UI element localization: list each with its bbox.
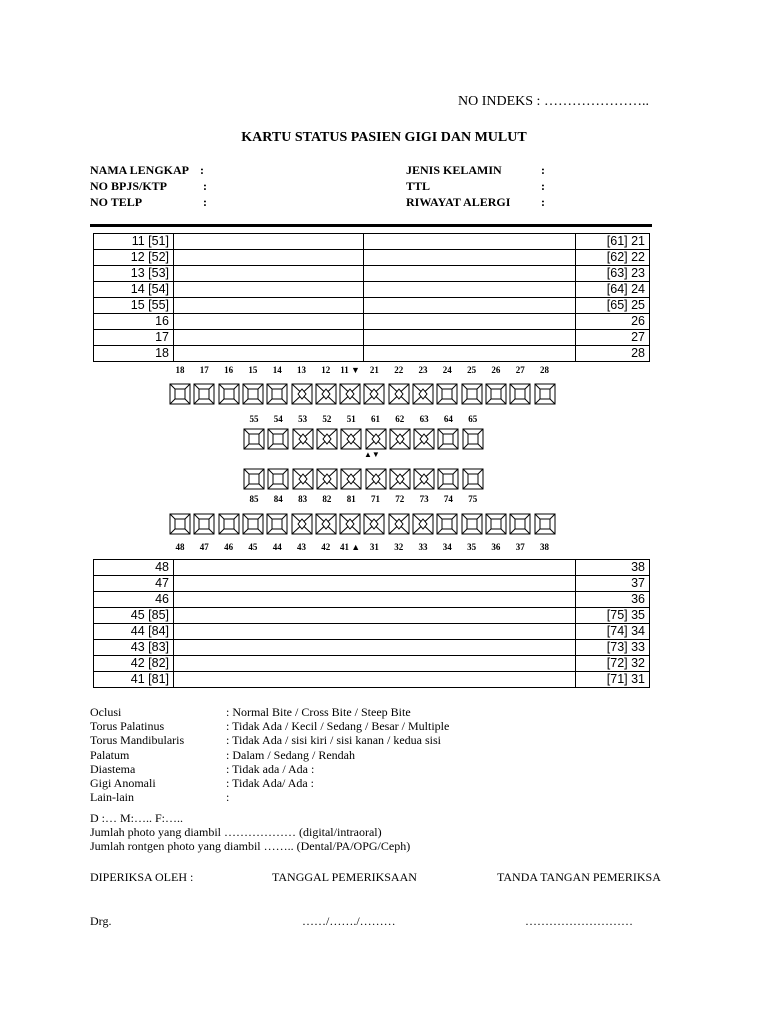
tooth-diagram[interactable] (292, 468, 314, 490)
page-title: KARTU STATUS PASIEN GIGI DAN MULUT (241, 130, 527, 145)
tooth-number-label: 72 (395, 494, 405, 504)
upper-table-row (94, 298, 650, 314)
tooth-diagram-icon[interactable] (436, 383, 458, 405)
tooth-right-label: 26 (576, 314, 650, 330)
tooth-diagram-icon[interactable] (315, 513, 337, 535)
no-indeks-field: NO INDEKS : ………………….. (458, 94, 649, 109)
tooth-diagram-icon[interactable] (218, 513, 240, 535)
tooth-diagram-icon[interactable] (218, 383, 240, 405)
tooth-number-label: 47 (199, 542, 209, 552)
tooth-right-label: 28 (576, 346, 650, 362)
tooth-number-label: 71 (371, 494, 380, 504)
tooth-diagram-icon[interactable] (316, 428, 338, 450)
tooth-diagram-icon[interactable] (242, 383, 264, 405)
tooth-diagram-icon[interactable] (291, 513, 313, 535)
exam-label: Palatum (90, 747, 130, 762)
tooth-right-label: [71] 31 (576, 672, 650, 688)
tooth-diagram-icon[interactable] (388, 383, 410, 405)
tooth-number-label: 12 (321, 365, 331, 375)
tanda-tangan-label: TANDA TANGAN PEMERIKSA (497, 870, 661, 884)
tooth-number-label: 22 (394, 365, 404, 375)
tooth-diagram-icon[interactable] (412, 513, 434, 535)
tooth-diagram[interactable] (437, 468, 459, 490)
tooth-number-label: 36 (491, 542, 501, 552)
upper-table-row (94, 266, 650, 282)
tooth-right-label: 27 (576, 330, 650, 346)
tooth-diagram[interactable] (266, 513, 288, 535)
tooth-diagram[interactable] (462, 428, 484, 450)
tooth-number-label: 17 (199, 365, 209, 375)
tooth-diagram[interactable] (315, 383, 337, 405)
tooth-right-label: 37 (576, 576, 650, 592)
tooth-number-label: 52 (322, 414, 332, 424)
lower-table-row (94, 608, 650, 624)
tooth-diagram-icon[interactable] (461, 513, 483, 535)
tooth-diagram[interactable] (365, 468, 387, 490)
tooth-diagram-icon[interactable] (413, 468, 435, 490)
tooth-diagram-icon[interactable] (363, 383, 385, 405)
tooth-diagram-icon[interactable] (340, 468, 362, 490)
riwayat-alergi-label: RIWAYAT ALERGI (406, 195, 511, 209)
tooth-diagram[interactable] (169, 383, 191, 405)
tooth-diagram-icon[interactable] (509, 513, 531, 535)
jenis-kelamin-colon: : (541, 163, 545, 177)
tooth-diagram[interactable] (412, 383, 434, 405)
tooth-right-label: 36 (576, 592, 650, 608)
tooth-left-label: 45 [85] (94, 608, 174, 624)
tooth-diagram[interactable] (169, 513, 191, 535)
tooth-diagram[interactable] (291, 383, 313, 405)
diperiksa-oleh-label: DIPERIKSA OLEH : (90, 870, 194, 884)
upper-teeth-table (93, 233, 650, 362)
tooth-diagram-icon[interactable] (267, 468, 289, 490)
tooth-diagram-icon[interactable] (534, 383, 556, 405)
tooth-number-label: 45 (248, 542, 258, 552)
tooth-diagram[interactable] (436, 383, 458, 405)
tooth-number-label: 24 (442, 365, 452, 375)
tooth-number-label: 27 (515, 365, 525, 375)
midline-divider-icon: ▲▼ (364, 450, 380, 459)
exam-value: : Tidak ada / Ada : (226, 761, 315, 776)
tooth-note-cell[interactable] (364, 266, 576, 282)
tooth-diagram-icon[interactable] (534, 513, 556, 535)
tooth-left-label: 12 [52] (94, 250, 174, 266)
tooth-number-label: 11 ▼ (340, 365, 360, 375)
no-bpjs-colon: : (203, 179, 207, 193)
tooth-note-cell[interactable] (174, 346, 364, 362)
tooth-diagram[interactable] (218, 383, 240, 405)
tooth-diagram-icon[interactable] (193, 383, 215, 405)
tooth-right-label: [73] 33 (576, 640, 650, 656)
tooth-number-label: 26 (491, 365, 501, 375)
tooth-left-label: 48 (94, 560, 174, 576)
tooth-right-label: [63] 23 (576, 266, 650, 282)
tooth-note-cell[interactable] (174, 266, 364, 282)
exam-value: : Tidak Ada / Kecil / Sedang / Besar / Multiple (226, 719, 450, 734)
tooth-note-cell[interactable] (174, 672, 576, 688)
tooth-diagram[interactable] (292, 428, 314, 450)
tooth-number-label: 53 (298, 414, 308, 424)
tooth-note-cell[interactable] (364, 282, 576, 298)
tooth-right-label: [75] 35 (576, 608, 650, 624)
tooth-diagram[interactable] (365, 428, 387, 450)
tooth-note-cell[interactable] (364, 346, 576, 362)
exam-label: Oclusi (90, 705, 122, 719)
tooth-diagram[interactable] (363, 513, 385, 535)
tooth-right-label: [72] 32 (576, 656, 650, 672)
tooth-diagram[interactable] (413, 428, 435, 450)
tooth-diagram[interactable] (461, 513, 483, 535)
tooth-right-label: [65] 25 (576, 298, 650, 314)
dmf-line: D :… M:….. F:….. (90, 811, 184, 825)
exam-value: : Tidak Ada/ Ada : (226, 776, 315, 790)
tooth-number-label: 75 (468, 494, 478, 504)
tooth-number-label: 43 (297, 542, 306, 552)
tooth-diagram-icon[interactable] (339, 383, 361, 405)
tooth-diagram-icon[interactable] (169, 513, 191, 535)
upper-table-row (94, 314, 650, 330)
tooth-diagram-icon[interactable] (315, 383, 337, 405)
tooth-diagram[interactable] (389, 468, 411, 490)
tooth-diagram[interactable] (340, 468, 362, 490)
tooth-number-label: 13 (297, 365, 306, 375)
tooth-number-label: 32 (394, 542, 404, 552)
exam-label: Torus Mandibularis (90, 733, 185, 748)
lower-table-row (94, 560, 650, 576)
tooth-number-label: 28 (540, 365, 549, 375)
tooth-diagram[interactable] (413, 468, 435, 490)
tooth-diagram-icon[interactable] (412, 383, 434, 405)
exam-label: Torus Palatinus (90, 719, 165, 734)
tooth-diagram[interactable] (267, 468, 289, 490)
tooth-diagram-icon[interactable] (365, 468, 387, 490)
tooth-diagram-icon[interactable] (243, 468, 265, 490)
tooth-note-cell[interactable] (364, 250, 576, 266)
tooth-diagram[interactable] (267, 428, 289, 450)
exam-label: Gigi Anomali (90, 776, 156, 790)
tooth-diagram[interactable] (461, 383, 483, 405)
tooth-note-cell[interactable] (174, 282, 364, 298)
upper-table-row (94, 346, 650, 362)
lower-table-row (94, 592, 650, 608)
tooth-note-cell[interactable] (174, 250, 364, 266)
riwayat-alergi-colon: : (541, 195, 545, 209)
tooth-number-label: 23 (418, 365, 428, 375)
lower-table-row (94, 624, 650, 640)
tooth-diagram-icon[interactable] (243, 428, 265, 450)
tooth-diagram-icon[interactable] (462, 468, 484, 490)
tooth-diagram-icon[interactable] (485, 383, 507, 405)
tooth-number-label: 15 (248, 365, 258, 375)
tooth-diagram[interactable] (437, 428, 459, 450)
tooth-left-label: 41 [81] (94, 672, 174, 688)
tooth-diagram-icon[interactable] (485, 513, 507, 535)
nama-lengkap-label: NAMA LENGKAP (90, 163, 189, 177)
tooth-note-cell[interactable] (174, 656, 576, 672)
tooth-diagram[interactable] (388, 513, 410, 535)
tooth-note-cell[interactable] (174, 234, 364, 250)
tooth-diagram[interactable] (534, 513, 556, 535)
tooth-diagram[interactable] (534, 383, 556, 405)
upper-table-row (94, 330, 650, 346)
tooth-number-label: 21 (369, 365, 379, 375)
tooth-right-label: [62] 22 (576, 250, 650, 266)
signature-blank: ……………………… (525, 914, 633, 928)
tooth-left-label: 17 (94, 330, 174, 346)
tooth-diagram-icon[interactable] (292, 468, 314, 490)
tooth-diagram[interactable] (316, 468, 338, 490)
tooth-left-label: 44 [84] (94, 624, 174, 640)
tooth-number-label: 74 (443, 494, 453, 504)
tooth-note-cell[interactable] (174, 560, 576, 576)
tooth-diagram-icon[interactable] (389, 468, 411, 490)
tooth-diagram[interactable] (340, 428, 362, 450)
tooth-number-label: 18 (175, 365, 185, 375)
tooth-note-cell[interactable] (174, 608, 576, 624)
upper-table-row (94, 234, 650, 250)
tooth-left-label: 18 (94, 346, 174, 362)
tooth-diagram[interactable] (339, 513, 361, 535)
tooth-number-label: 34 (442, 542, 452, 552)
tooth-diagram-icon[interactable] (242, 513, 264, 535)
tooth-number-label: 33 (418, 542, 428, 552)
exam-value: : Normal Bite / Cross Bite / Steep Bite (226, 705, 411, 719)
tooth-diagram-icon[interactable] (436, 513, 458, 535)
tooth-note-cell[interactable] (364, 234, 576, 250)
tooth-note-cell[interactable] (174, 640, 576, 656)
tooth-diagram-icon[interactable] (437, 428, 459, 450)
tooth-number-label: 25 (467, 365, 477, 375)
ttl-label: TTL (406, 179, 431, 193)
tooth-number-label: 61 (371, 414, 380, 424)
tooth-diagram[interactable] (462, 468, 484, 490)
tooth-diagram[interactable] (242, 513, 264, 535)
tooth-right-label: [61] 21 (576, 234, 650, 250)
tooth-left-label: 43 [83] (94, 640, 174, 656)
tooth-diagram-icon[interactable] (339, 513, 361, 535)
tooth-left-label: 11 [51] (94, 234, 174, 250)
tooth-left-label: 47 (94, 576, 174, 592)
tooth-diagram[interactable] (339, 383, 361, 405)
tooth-number-label: 42 (321, 542, 331, 552)
tooth-note-cell[interactable] (174, 298, 364, 314)
tooth-left-label: 46 (94, 592, 174, 608)
tooth-note-cell[interactable] (174, 330, 364, 346)
exam-value: : Dalam / Sedang / Rendah (226, 747, 355, 762)
tooth-note-cell[interactable] (174, 624, 576, 640)
lower-table-row (94, 672, 650, 688)
tooth-diagram-icon[interactable] (388, 513, 410, 535)
tooth-number-label: 54 (273, 414, 283, 424)
upper-table-row (94, 282, 650, 298)
exam-value: : (226, 790, 230, 805)
tooth-diagram-icon[interactable] (363, 513, 385, 535)
tooth-number-label: 35 (467, 542, 477, 552)
tooth-diagram-icon[interactable] (266, 383, 288, 405)
tooth-number-label: 16 (224, 365, 234, 375)
no-bpjs-label: NO BPJS/KTP (90, 179, 168, 193)
tooth-diagram[interactable] (485, 513, 507, 535)
no-telp-label: NO TELP (90, 195, 143, 209)
tooth-note-cell[interactable] (364, 298, 576, 314)
tooth-diagram-icon[interactable] (169, 383, 191, 405)
tooth-left-label: 14 [54] (94, 282, 174, 298)
jenis-kelamin-label: JENIS KELAMIN (406, 163, 502, 177)
drg-label: Drg. (90, 914, 112, 928)
tooth-number-label: 62 (395, 414, 405, 424)
tooth-diagram-icon[interactable] (461, 383, 483, 405)
tooth-number-label: 65 (468, 414, 478, 424)
tooth-diagram[interactable] (266, 383, 288, 405)
tooth-diagram[interactable] (485, 383, 507, 405)
tooth-diagram[interactable] (315, 513, 337, 535)
tanggal-pemeriksaan-label: TANGGAL PEMERIKSAAN (272, 870, 417, 884)
tooth-right-label: 38 (576, 560, 650, 576)
tooth-number-label: 55 (249, 414, 259, 424)
tooth-number-label: 37 (515, 542, 525, 552)
tooth-diagram-icon[interactable] (389, 428, 411, 450)
date-blank: ……/……./……… (302, 914, 396, 928)
tooth-diagram[interactable] (316, 428, 338, 450)
lower-table-row (94, 656, 650, 672)
tooth-note-cell[interactable] (174, 592, 576, 608)
tooth-diagram[interactable] (218, 513, 240, 535)
tooth-diagram[interactable] (412, 513, 434, 535)
tooth-diagram[interactable] (193, 383, 215, 405)
tooth-left-label: 16 (94, 314, 174, 330)
tooth-diagram-icon[interactable] (267, 428, 289, 450)
lower-table-row (94, 576, 650, 592)
tooth-number-label: 14 (272, 365, 282, 375)
tooth-diagram[interactable] (243, 428, 265, 450)
tooth-number-label: 46 (224, 542, 234, 552)
tooth-note-cell[interactable] (174, 576, 576, 592)
tooth-number-label: 73 (419, 494, 429, 504)
nama-lengkap-colon: : (200, 163, 204, 177)
tooth-number-label: 41 ▲ (340, 542, 361, 552)
tooth-number-label: 31 (369, 542, 379, 552)
tooth-number-label: 48 (175, 542, 185, 552)
tooth-diagram-icon[interactable] (365, 428, 387, 450)
ttl-colon: : (541, 179, 545, 193)
tooth-diagram-icon[interactable] (266, 513, 288, 535)
tooth-diagram-icon[interactable] (193, 513, 215, 535)
tooth-diagram[interactable] (389, 428, 411, 450)
tooth-diagram-icon[interactable] (291, 383, 313, 405)
tooth-left-label: 13 [53] (94, 266, 174, 282)
exam-value: : Tidak Ada / sisi kiri / sisi kanan / kedua sisi (226, 733, 442, 748)
tooth-number-label: 84 (273, 494, 283, 504)
tooth-diagram[interactable] (363, 383, 385, 405)
tooth-note-cell[interactable] (174, 314, 364, 330)
tooth-right-label: [74] 34 (576, 624, 650, 640)
upper-table-row (94, 250, 650, 266)
tooth-diagram[interactable] (509, 513, 531, 535)
tooth-number-label: 51 (346, 414, 356, 424)
tooth-diagram[interactable] (509, 383, 531, 405)
tooth-diagram-icon[interactable] (413, 428, 435, 450)
tooth-number-label: 44 (272, 542, 282, 552)
tooth-diagram-icon[interactable] (462, 428, 484, 450)
exam-label: Lain-lain (90, 790, 134, 805)
lower-table-row (94, 640, 650, 656)
tooth-number-label: 64 (443, 414, 453, 424)
tooth-diagram[interactable] (436, 513, 458, 535)
tooth-note-cell[interactable] (364, 314, 576, 330)
tooth-diagram[interactable] (242, 383, 264, 405)
tooth-number-label: 85 (249, 494, 259, 504)
tooth-diagram-icon[interactable] (340, 428, 362, 450)
tooth-number-label: 83 (298, 494, 308, 504)
tooth-number-label: 38 (540, 542, 549, 552)
tooth-diagram-icon[interactable] (437, 468, 459, 490)
tooth-note-cell[interactable] (364, 330, 576, 346)
exam-label: Diastema (90, 761, 136, 776)
tooth-diagram-icon[interactable] (292, 428, 314, 450)
tooth-number-label: 81 (346, 494, 356, 504)
header-divider (90, 224, 652, 227)
tooth-diagram-icon[interactable] (316, 468, 338, 490)
tooth-diagram[interactable] (243, 468, 265, 490)
tooth-number-label: 63 (419, 414, 429, 424)
tooth-left-label: 15 [55] (94, 298, 174, 314)
tooth-right-label: [64] 24 (576, 282, 650, 298)
tooth-diagram-icon[interactable] (509, 383, 531, 405)
photo-line: Jumlah photo yang diambil ……………… (digital/intraoral) (90, 825, 382, 839)
lower-teeth-table (93, 559, 650, 688)
no-telp-colon: : (203, 195, 207, 209)
rontgen-line: Jumlah rontgen photo yang diambil …….. (Dental/PA/OPG/Ceph) (90, 839, 411, 853)
tooth-diagram[interactable] (193, 513, 215, 535)
tooth-left-label: 42 [82] (94, 656, 174, 672)
tooth-diagram[interactable] (388, 383, 410, 405)
tooth-diagram[interactable] (291, 513, 313, 535)
tooth-number-label: 82 (322, 494, 332, 504)
